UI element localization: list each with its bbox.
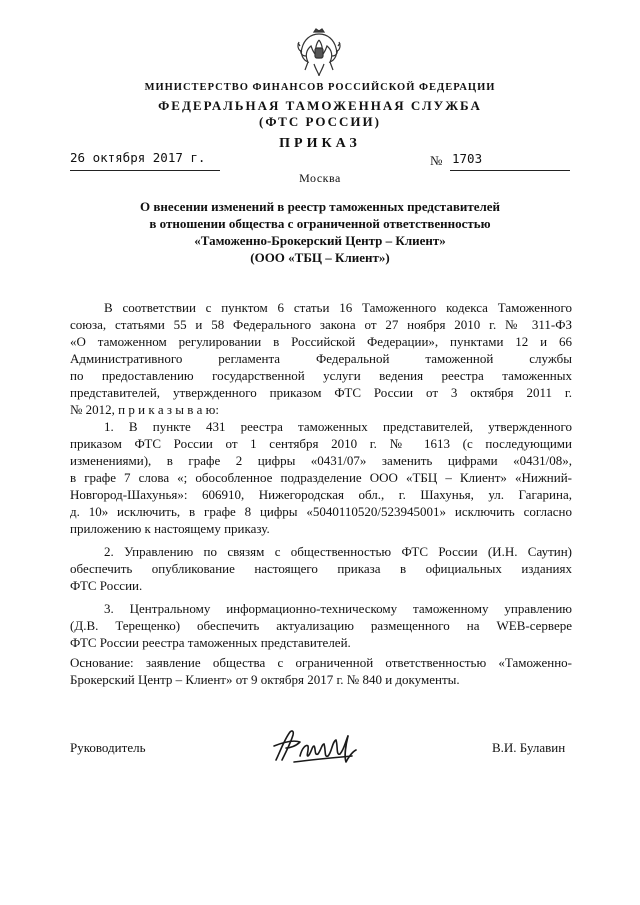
service-name: ФЕДЕРАЛЬНАЯ ТАМОЖЕННАЯ СЛУЖБА [158,98,482,113]
order-number-label: № [430,153,443,168]
basis-line: Брокерский Центр – Клиент» от 9 октября 2017 г. № 840 и документы. [70,672,460,687]
body-line: союза, статьями 55 и 58 Федерального закона от 27 ноября 2010 г. № 311-ФЗ [70,317,572,332]
title-line: О внесении изменений в реестр таможенных представителей [139,199,501,214]
service-short-name: (ФТС РОССИИ) [259,114,381,129]
service-name-block [0,98,640,130]
body-line: «О таможенном регулировании в Российской Федерации», пунктами 12 и 66 [70,334,572,349]
signatory-name: В.И. Булавин [492,740,566,755]
order-number: 1703 [452,151,483,166]
double-headed-eagle-emblem-icon [296,26,342,78]
body-line: изменениями), в графе 2 цифры «0431/07» заменить цифрами «0431/08», [70,453,572,468]
title-line: «Таможенно-Брокерский Центр – Клиент» [194,233,446,248]
order-basis [70,654,572,688]
signatory-title: Руководитель [70,740,146,755]
body-line: Административного регламента Федеральной таможенной службы [70,351,572,366]
basis-line: Основание: заявление общества с ограниченной ответственностью «Таможенно- [70,655,572,670]
body-line: (Д.В. Терещенко) обеспечить актуализацию размещенного на WEB-сервере [70,618,572,633]
order-date: 26 октября 2017 г. [70,150,206,165]
body-line: представителей, утвержденного приказом ФТС России от 3 октября 2011 г. [70,385,572,400]
body-line: д. 10» исключить, в графе 8 цифры «5040110520/523945001» исключить согласно [70,504,572,519]
body-line: в графе 7 слова «; обособленное подразделение ООО «ТБЦ – Клиент» «Нижний- [70,470,572,485]
body-line: приказом ФТС России от 1 сентября 2010 г. № 1613 (с последующими [70,436,572,451]
body-line: 1. В пункте 431 реестра таможенных представителей, утвержденного [104,419,572,434]
body-line: приложению к настоящему приказу. [70,521,270,536]
body-line: 2. Управлению по связям с общественностью ФТС России (И.Н. Саутин) [104,544,572,559]
body-line: по предоставлению государственной услуги ведения реестра таможенных [70,368,572,383]
body-line: ФТС России. [70,578,143,593]
body-line: Новгород-Шахунья»: 606910, Нижегородская обл., г. Шахунья, ул. Гагарина, [70,487,572,502]
body-line: ФТС России реестра таможенных представителей. [70,635,351,650]
ministry-name: МИНИСТЕРСТВО ФИНАНСОВ РОССИЙСКОЙ ФЕДЕРАЦИИ [144,82,496,93]
document-type: ПРИКАЗ [279,136,361,151]
order-body [70,299,572,651]
title-line: в отношении общества с ограниченной ответственностью [149,216,491,231]
body-line: обеспечить опубликование настоящего приказа в официальных изданиях [70,561,572,576]
body-line: 3. Центральному информационно-техническому таможенному управлению [104,601,572,616]
handwritten-signature-icon [266,722,362,770]
order-city: Москва [299,171,341,185]
order-title [60,198,580,266]
title-line: (ООО «ТБЦ – Клиент») [250,250,390,265]
body-line: № 2012, п р и к а з ы в а ю: [70,402,220,417]
body-line: В соответствии с пунктом 6 статьи 16 Таможенного кодекса Таможенного [104,300,572,315]
